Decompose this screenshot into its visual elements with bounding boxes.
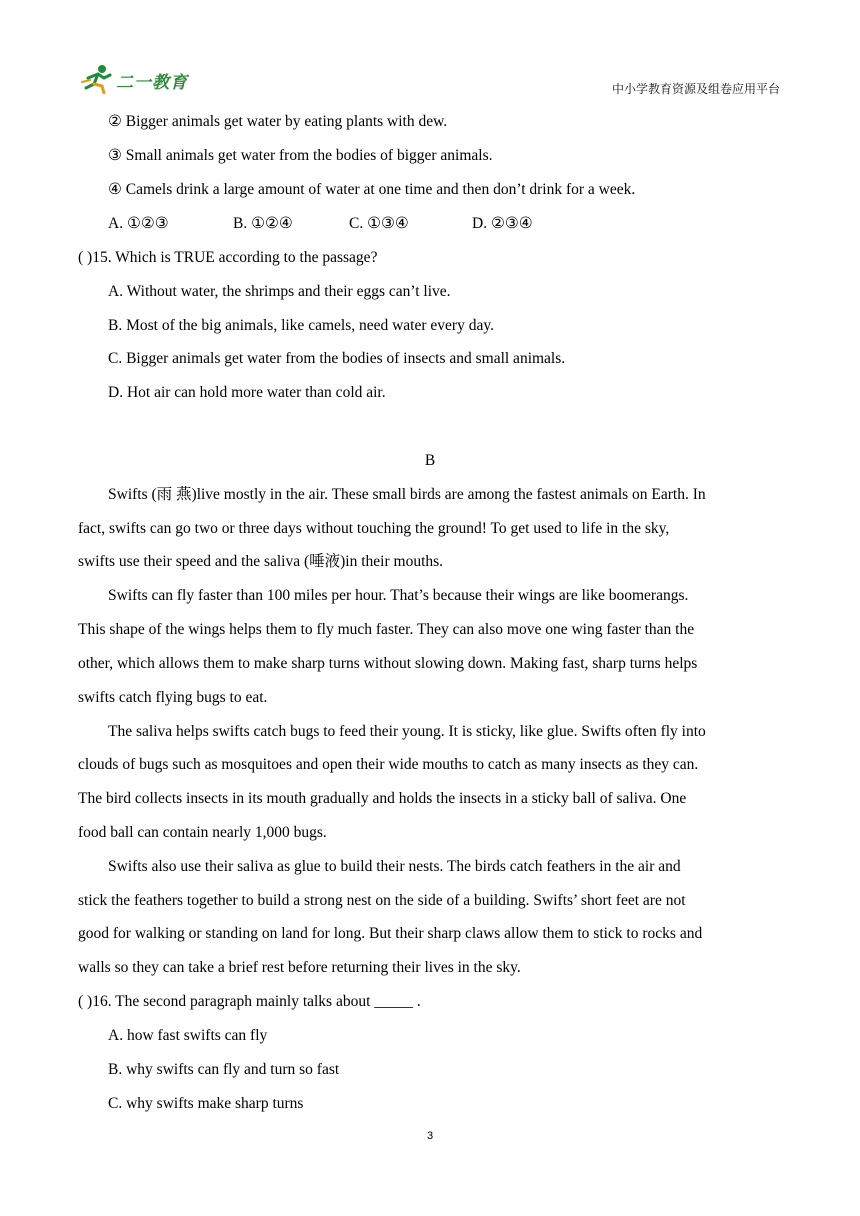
page-number: 3 (426, 1130, 434, 1142)
q16-option-c[interactable]: C. why swifts make sharp turns (108, 1095, 304, 1112)
q16-stem: ( )16. The second paragraph mainly talks about _____ . (78, 993, 421, 1010)
q14-statement-3: ③ Small animals get water from the bodies of bigger animals. (108, 147, 493, 164)
q14-option-c[interactable]: C. ①③④ (349, 215, 409, 232)
platform-name: 中小学教育资源及组卷应用平台 (611, 82, 780, 96)
q15-option-a[interactable]: A. Without water, the shrimps and their eggs can’t live. (108, 283, 451, 300)
passage-line: The bird collects insects in its mouth gradually and holds the insects in a sticky ball of saliva. One (78, 790, 687, 807)
q15-option-c[interactable]: C. Bigger animals get water from the bodies of insects and small animals. (108, 350, 566, 367)
page-header (0, 0, 860, 100)
q14-statement-4: ④ Camels drink a large amount of water at one time and then don’t drink for a week. (108, 181, 636, 198)
q14-option-d[interactable]: D. ②③④ (472, 215, 533, 232)
passage-line: good for walking or standing on land for long. But their sharp claws allow them to stick to rocks and (78, 925, 703, 942)
q15-option-d[interactable]: D. Hot air can hold more water than cold air. (108, 384, 386, 401)
logo-text: 二一教育 (116, 73, 188, 93)
passage-line: The saliva helps swifts catch bugs to feed their young. It is sticky, like glue. Swifts often fly into (108, 723, 706, 740)
passage-line: other, which allows them to make sharp turns without slowing down. Making fast, sharp turns helps (78, 655, 698, 672)
logo (80, 64, 200, 96)
passage-line: Swifts (雨 燕)live mostly in the air. These small birds are among the fastest animals on Earth. In (108, 486, 706, 503)
passage-line: swifts catch flying bugs to eat. (78, 689, 268, 706)
passage-line: food ball can contain nearly 1,000 bugs. (78, 824, 327, 841)
passage-line: clouds of bugs such as mosquitoes and open their wide mouths to catch as many insects as they can. (78, 756, 699, 773)
q14-option-b[interactable]: B. ①②④ (233, 215, 293, 232)
q14-statement-2: ② Bigger animals get water by eating plants with dew. (108, 113, 448, 130)
passage-line: Swifts also use their saliva as glue to build their nests. The birds catch feathers in the air and (108, 858, 681, 875)
q16-option-b[interactable]: B. why swifts can fly and turn so fast (108, 1061, 340, 1078)
passage-line: walls so they can take a brief rest before returning their lives in the sky. (78, 959, 521, 976)
passage-line: swifts use their speed and the saliva (唾液)in their mouths. (78, 553, 444, 570)
runner-logo-icon (80, 64, 114, 94)
passage-line: stick the feathers together to build a strong nest on the side of a building. Swifts’ short feet are not (78, 892, 686, 909)
q15-option-b[interactable]: B. Most of the big animals, like camels, need water every day. (108, 317, 494, 334)
q14-options (108, 214, 860, 234)
passage-line: Swifts can fly faster than 100 miles per hour. That’s because their wings are like boomerangs. (108, 587, 689, 604)
passage-line: This shape of the wings helps them to fly much faster. They can also move one wing faster than the (78, 621, 695, 638)
q14-option-a[interactable]: A. ①②③ (108, 215, 169, 232)
q16-option-a[interactable]: A. how fast swifts can fly (108, 1027, 268, 1044)
passage-line: fact, swifts can go two or three days without touching the ground! To get used to life in the sky, (78, 520, 670, 537)
section-heading: B (424, 452, 436, 469)
q15-stem: ( )15. Which is TRUE according to the passage? (78, 249, 378, 266)
